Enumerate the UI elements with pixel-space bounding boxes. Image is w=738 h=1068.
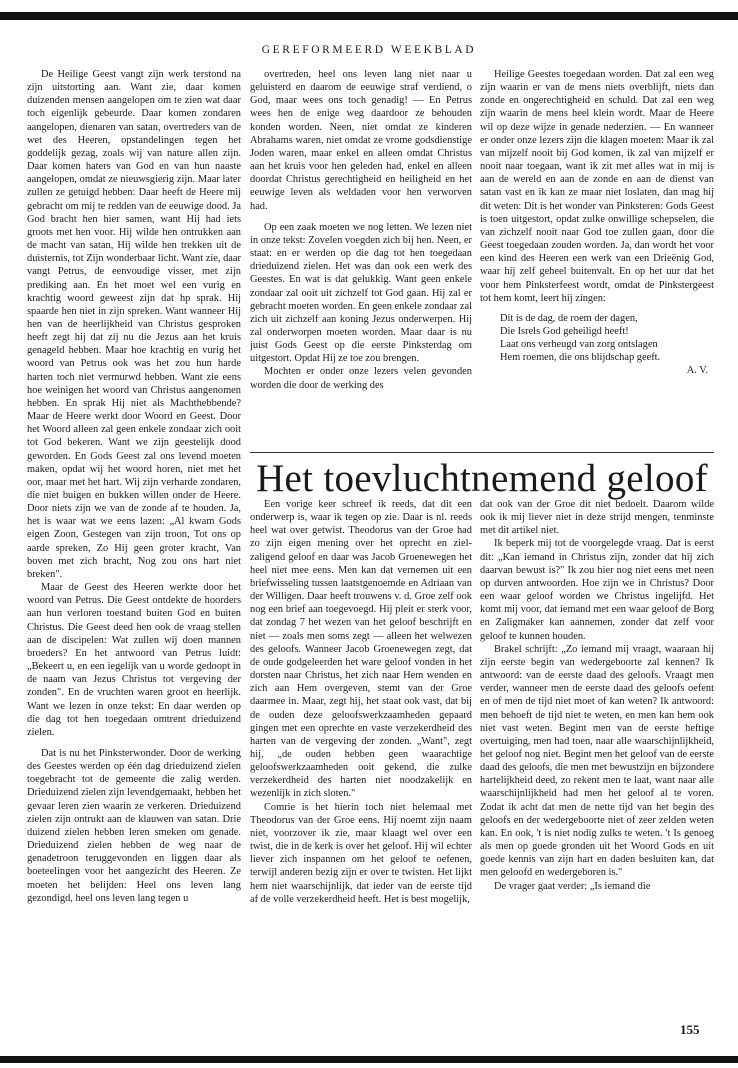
- section-divider: [250, 452, 714, 453]
- article1-column-3: [480, 68, 714, 454]
- paragraph: Dat is nu het Pinksterwonder. Door de werking des Geestes werden op één dag drieduizend zielen toegebracht tot de gemeente die zalig werden. Drieduizend zielen zijn levendgemaakt, hebben het gevaar leren zien waarin ze verkeren. Drieduizend zielen zijn ontrukt aan de klauwen van satan. Drie duizend zielen hebben leren smeken om genade. Drieduizend zielen hebben de weg naar de genadetroon teruggevonden en liggen daar als boeteelingen voor het aangezicht des Heeren. Ze moeten het belijden: Heel ons leven lang gezondigd, heel ons leven lang tegen u: [27, 747, 241, 904]
- bottom-border-bar: [0, 1056, 738, 1063]
- paragraph: Comrie is het hierin toch niet helemaal met Theodorus van der Groe eens. Hij noemt zijn naam niet, voorzover ik zie, maar klaagt wel over een twist, die in de kerk is over het geloof. Hij wil echter liever zich inspannen om het geloof te oefenen, terwijl anderen bezig zijn er over te twisten. Het lijkt hem niet waarschijnlijk, dat ieder van de eerste tijd af de volle verzekerdheid heeft. Het is best mogelijk,: [250, 801, 472, 905]
- article1-column-2: [250, 68, 472, 454]
- running-header: GEREFORMEERD WEEKBLAD: [261, 44, 477, 56]
- paragraph: Ik beperk mij tot de voorgelegde vraag. Dat is eerst dit: „Kan iemand in Christus zijn, zonder dat hij zich daarvan bewust is?" Ik zou hier nog niet eens met neen op durven antwoorden. Hoe zijn we in Christus? Door een waar geloof worden we Christus ingelijfd. Het komt mij voor, dat iemand met een waar geloof de Borg en Zaligmaker kan aannemen, zonder dat zelf voor geloof te kunnen houden.: [480, 538, 714, 642]
- paragraph: overtreden, heel ons leven lang niet naar u geluisterd en daarom de eeuwige straf verdiend, o God, maar wees ons toch genadig! — En Petrus wees hen de enige weg daardoor ze behouden konden worden. Neen, niet omdat ze kinderen Abrahams waren, niet omdat ze vrome godsdienstige Joden waren, maar enkel en alleen omdat Christus aan het kruis voor hen geleden had, enkel en alleen doordat Christus gerechtigheid en heiligheid en het eeuwige leven als weldaden voor hen verworven had.: [250, 69, 472, 212]
- poem-line: Laat ons verheugd van zorg ontslagen: [500, 339, 658, 351]
- page-number: 155: [680, 1022, 700, 1037]
- poem-line: Dit is de dag, de roem der dagen,: [500, 312, 638, 324]
- article2-column-1: [250, 498, 472, 1016]
- poem-line: Hem roemen, die ons blijdschap geeft.: [500, 352, 661, 364]
- paragraph: Brakel schrijft: „Zo iemand mij vraagt, waaraan hij zijn eerste begin van wedergeboorte zal kennen? Ik antwoord: van de eerste daad des geloofs. Vraagt men verder, wanneer men de eerste daad des geloofs oefent en of men de tijd niet moet of kan weten? Ik antwoord: men behoeft de tijd niet te weten, en men kan hem ook niet vast weten. Begint men van de eerste heftige overtuiging, men had toen, naar alle waarschijnlijkheid, het geloof nog niet. Begint men het geloof van de eerste daad des geloofs, die men met bewustzijn en bijzondere hartelijkheid deed, zo rekent men te laat, want naar alle waarschijnlijkheid had men het geloof al te voren. Zodat ik acht dat men de nette tijd van het begin des geloofs en der wedergeboorte niet of zeer zelden weten kan. En ook, 't is niet nodig zulks te weten. 't Is genoeg als men op goede gronden uit het Woord Gods en uit goede kennis van zijn hart en daden besluiten kan, dat men geloofd en wedergeboren is.": [480, 643, 714, 879]
- article-title: Het toevluchtnemend geloof: [256, 457, 708, 500]
- paragraph: Maar de Geest des Heeren werkte door het woord van Petrus. Die Geest ontdekte de hoorders aan hun verloren toestand buiten God en buiten Christus. Die Geest deed hen ook de vraag stellen aan de discipelen: Wat zullen wij doen mannen broeders? En het antwoord van Petrus luidt: „Bekeert u, en een iegelijk van u worde gedoopt in de naam van Jezus Christus tot vergeving der zonden". En de vruchten waren groot en heerlijk. Want we lezen in onze tekst: En daar werden op die dag tot hen toegedaan omtrent drieduizend zielen.: [27, 582, 241, 738]
- paragraph: Heilige Geestes toegedaan worden. Dat zal een weg zijn waarin er van de mens niets overblijft, niets dan zonde en ongerechtigheid en schuld. Dat zal een weg zijn waarin de mens heel klein wordt. Maar de Heere wil op deze wijze in genade nederzien. — En wanneer er onder onze lezers zijn die klagen moeten: Maar ik zal van mijzelf nooit bij God komen, ik zal van mijzelf er nooit naar toegaan, want ik zit met alles wat in mij is aan de wereld en aan de zonde en aan de dienst van satan vast en ik kan ze maar niet loslaten, dan mag hij dit weten: Dit is het wonder van Pinksteren: Gods Geest is toen uitgestort, opdat zulke onwillige schepselen, die van zichzelf nooit naar God toe zullen gaan, door die Geest toegedaan zouden worden. Ja, dan wordt het voor een kind des Heeren een werk van een Drieënig God, waar hij zelf geheel buitenvalt. En op het uur dat het voor hem Pinksterfeest wordt, omdat de Pinkstergeest tot hem komt, leert hij zingen:: [480, 69, 714, 304]
- paragraph: De vrager gaat verder: „Is iemand die: [494, 880, 651, 892]
- article1-column-1: [27, 68, 241, 1008]
- paragraph: Mochten er onder onze lezers velen gevonden worden die door de werking des: [250, 366, 472, 391]
- top-border-bar: [0, 12, 738, 20]
- paragraph: Een vorige keer schreef ik reeds, dat dit een onderwerp is, waar ik tegen op zie. Daar is nl. reeds heel wat over getwist. Theodorus van der Groe had zo zijn eigen mening over het oprecht en ziel-zaligend geloof en daar was Jacob Groenewegen het heel niet mee eens. Men kan dat vernemen uit een briefwisseling tussen laatstgenoemde en Adriaan van der Willigen. Daar heeft trouwens v. d. Groe zelf ook nog een brief aan toegevoegd. Hij pleit er sterk voor, dat zondag 7 het wezen van het geloof beschrijft en niet — zoals men soms zegt — alleen het welwezen des geloofs. Wanneer Jacob Groenewegen zegt, dat de oude godgeleerden het ware geloof vonden in het dorsten naar Christus, het zich naar Hem wenden en zich aan Hem overgeven, stemt van der Groe daarmee in. Maar, zegt hij, het staat ook vast, dat bij de ouden deze geloofswerkzaamheden gepaard gingen met een oprechte en vaste verzekerdheid des harten van de vergeving der zonden. „Want", zegt hij, „de ouden hebben geen waarachtige geloofswerkzaamheden ooit gekend, die zulke verzekerdheid des harten niet noodzakelijk en wezenlijk in zich sloten.": [250, 499, 472, 800]
- poem: [500, 312, 714, 365]
- poem-line: Die Isrels God geheiligd heeft!: [500, 325, 629, 337]
- paragraph: Op een zaak moeten we nog letten. We lezen niet in onze tekst: Zovelen voegden zich bij hen. Neen, er staat: en er werden op die dag tot hen toegedaan drieduizend zielen. Het was dan ook een werk des Geestes. En wat is dat gelukkig. Want geen enkele zondaar zal ooit uit zichzelf tot God gaan. Hij zal er gebracht moeten worden. En geen enkele zondaar zal zich uit zichzelf aan koning Jezus onderwerpen. Hij zal onderworpen moeten worden. Maar daar is nu juist Gods Geest op die eerste Pinksterdag om uitgestort. Opdat Hij ze toe zou brengen.: [250, 221, 472, 365]
- article2-column-2: [480, 498, 714, 1016]
- author-signature: A. V.: [686, 365, 708, 377]
- paragraph: De Heilige Geest vangt zijn werk terstond na zijn uitstorting aan. Want zie, daar komen duizenden mensen aangelopen om te zien wat daar toch eigenlijk gebeurde. Daar komen zondaren aangelopen, dienaren van satan, overtreders van de wet des Heeren, opstandelingen tegen het goddelijk gezag, zoals wij van nature allen zijn. Daar komen haters van God en van hun naaste aangelopen, omdat ze nieuwsgierig zijn. Maar later zullen ze getuigd hebben: Daar heeft de Heere mij gebracht om mij te redden van de eeuwige dood. Ja God bracht hen hier samen, want Hij had iets groots met hen voor. Hij wilde hen ontrukken aan de macht van satan, Hij wilde hen trekken uit de duisternis, tot Zijn wonderbaar licht. Want zie, daar vangt Petrus, de eenvoudige visser, met zijn prediking aan. En het moet wel een vurig en krachtig woord geweest zijn dat hp sprak. Hij spaarde hen niet in zijn spreken. Want wanneer Hij hen van de heerlijkheid van Christus gesproken heeft zegt hij dat zij nu die Jezus aan het kruis genageld hebben. Maar hoe krachtig en vurig het woord van Petrus ook was het zou hun harde harten toch niet vermurwd hebben. Want zie eens hoe weinigen het woord van Christus aangenomen hebben. En sprak Hij niet als Machthebbende? Maar de Heere werkt door Woord en Geest. Door het Woord alleen zal geen enkele zondaar zich ooit tot God bekeren. Want we zijn geestelijk dood geworden. En Gods Geest zal ons levend moeten maken, opdat wij het woord horen, niet met het oor, maar met het hart. Wij zijn verharde zondaren, die niet buigen en bukken willen onder de Heere. Door niets zijn we van de zonde af te houden. Ja, het is waar wat we eens lazen: „Al kwam Gods eigen Zoon, Gestegen van zijn troon, Tot ons op aarde spreken, Zo Hij geen groter kracht, Van boven met zich bracht, Nog zou ons hart niet breken".: [27, 69, 241, 580]
- paragraph: dat ook van der Groe dit niet bedoelt. Daarom wilde ook ik mij liever niet in deze strijd mengen, tenminste met dit artikel niet.: [480, 499, 714, 537]
